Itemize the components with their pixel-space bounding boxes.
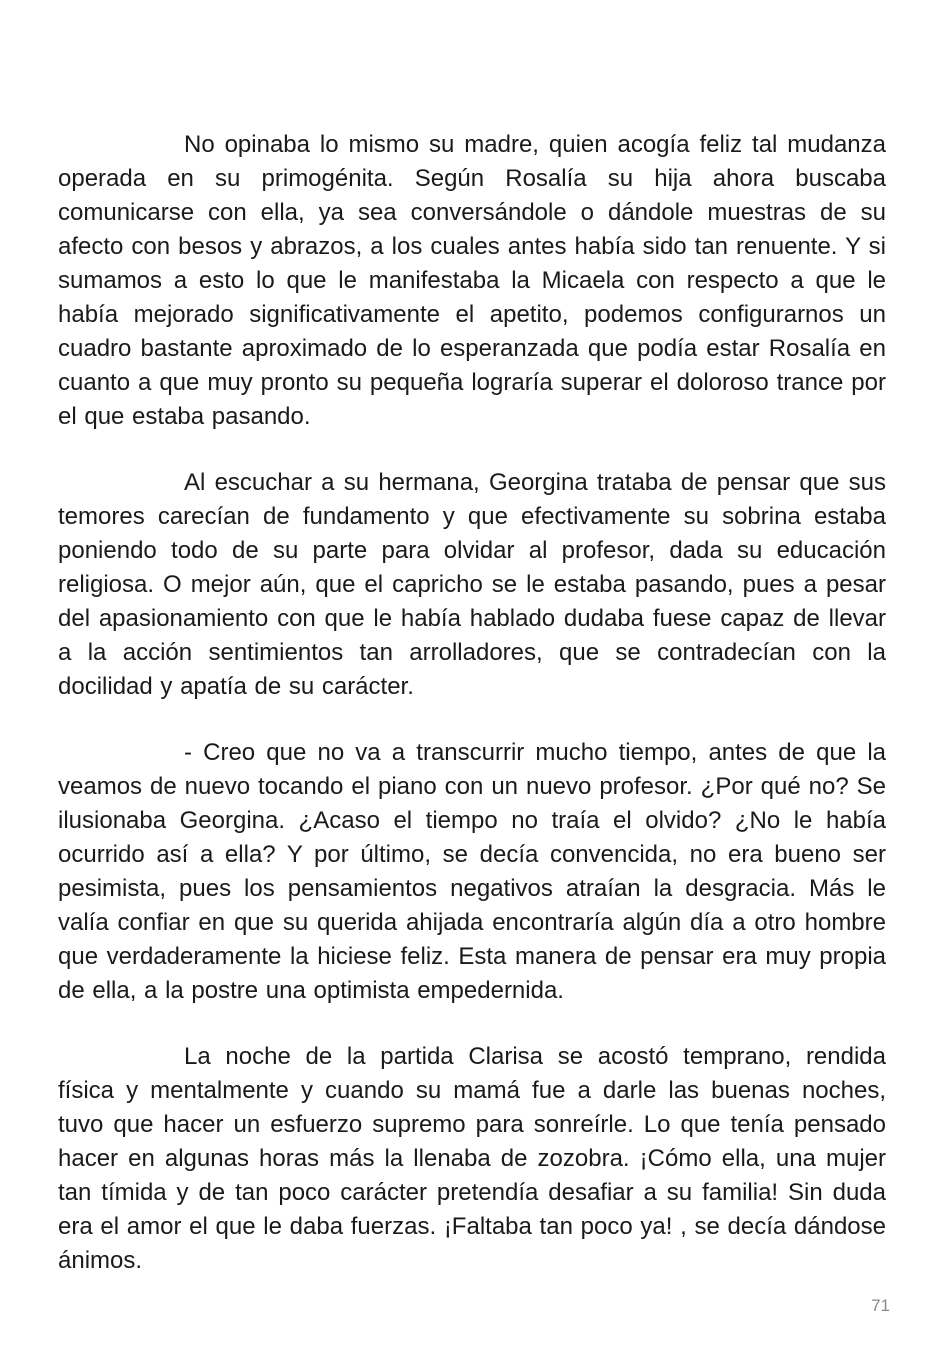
paragraph-3: - Creo que no va a transcurrir mucho tiempo, antes de que la veamos de nuevo tocando el piano con un nuevo profesor. ¿Por qué no? Se ilusionaba Georgina. ¿Acaso el tiempo no traía el olvido? ¿No le había ocurrido así a ella? Y por último, se decía convencida, no era bueno ser pesimista, pues los pensamientos negativos atraían la desgracia. Más le valía confiar en que su querida ahijada encontraría algún día a otro hombre que verdaderamente la hiciese feliz. Esta manera de pensar era muy propia de ella, a la postre una optimista empedernida. [58,739,886,1004]
paragraph-4: La noche de la partida Clarisa se acostó temprano, rendida física y mentalmente y cuando su mamá fue a darle las buenas noches, tuvo que hacer un esfuerzo supremo para sonreírle. Lo que tenía pensado hacer en algunas horas más la llenaba de zozobra. ¡Cómo ella, una mujer tan tímida y de tan poco carácter pretendía desafiar a su familia! Sin duda era el amor el que le daba fuerzas. ¡Faltaba tan poco ya! , se decía dándose ánimos. [58,1043,886,1274]
page-number: 71 [871,1296,890,1315]
paragraph-2: Al escuchar a su hermana, Georgina trataba de pensar que sus temores carecían de fundamento y que efectivamente su sobrina estaba poniendo todo de su parte para olvidar al profesor, dada su educación religiosa. O mejor aún, que el capricho se le estaba pasando, pues a pesar del apasionamiento con que le había hablado dudaba fuese capaz de llevar a la acción sentimientos tan arrolladores, que se contradecían con la docilidad y apatía de su carácter. [58,469,886,700]
paragraph-1: No opinaba lo mismo su madre, quien acogía feliz tal mudanza operada en su primogénita. Según Rosalía su hija ahora buscaba comunicarse con ella, ya sea conversándole o dándole muestras de su afecto con besos y abrazos, a los cuales antes había sido tan renuente. Y si sumamos a esto lo que le manifestaba la Micaela con respecto a que le había mejorado significativamente el apetito, podemos configurarnos un cuadro bastante aproximado de lo esperanzada que podía estar Rosalía en cuanto a que muy pronto su pequeña lograría superar el doloroso trance por el que estaba pasando. [58,131,886,430]
page-body [58,128,886,1310]
